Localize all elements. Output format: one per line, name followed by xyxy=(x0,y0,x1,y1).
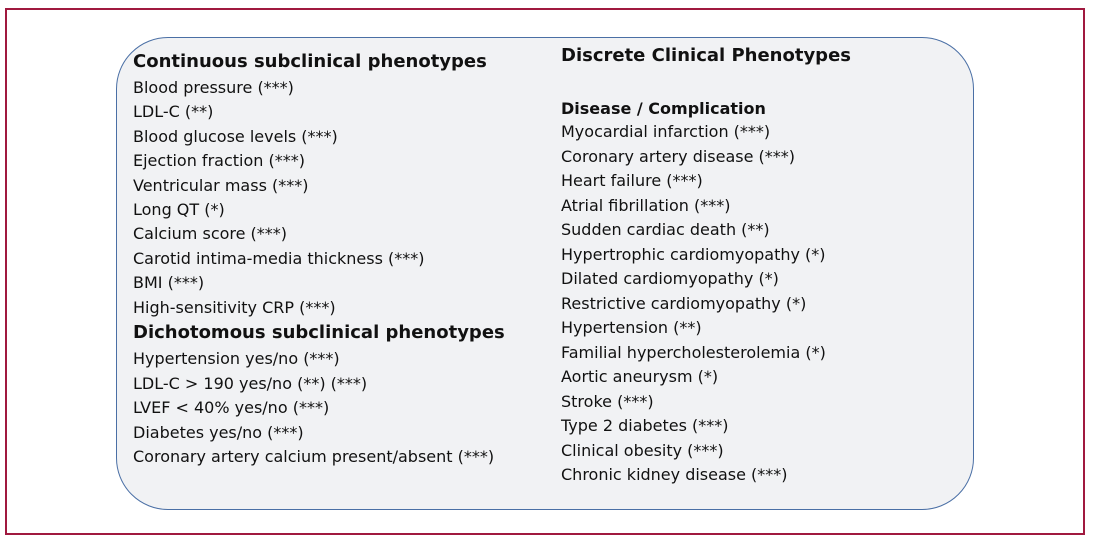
dichotomous-heading: Dichotomous subclinical phenotypes xyxy=(133,322,505,343)
dichotomous-phenotype-item: Hypertension yes/no (***) xyxy=(133,349,340,368)
continuous-heading: Continuous subclinical phenotypes xyxy=(133,51,487,72)
dichotomous-phenotype-item: LDL-C > 190 yes/no (**) (***) xyxy=(133,373,368,393)
continuous-phenotype-item: Long QT (*) xyxy=(133,200,225,219)
clinical-phenotype-item: Dilated cardiomyopathy (*) xyxy=(561,269,779,288)
clinical-phenotype-item: Atrial fibrillation (***) xyxy=(561,195,731,215)
continuous-phenotype-item: LDL-C (**) xyxy=(133,102,214,122)
dichotomous-phenotype-item: Coronary artery calcium present/absent (***) xyxy=(133,447,495,467)
clinical-phenotype-item: Myocardial infarction (***) xyxy=(561,122,771,141)
continuous-phenotype-item: Carotid intima-media thickness (***) xyxy=(133,248,425,268)
continuous-phenotype-item: Ejection fraction (***) xyxy=(133,151,305,171)
continuous-phenotype-item: Calcium score (***) xyxy=(133,224,288,244)
clinical-heading: Discrete Clinical Phenotypes xyxy=(561,45,851,66)
clinical-phenotype-item: Stroke (***) xyxy=(561,391,654,411)
clinical-phenotype-item: Clinical obesity (***) xyxy=(561,440,724,460)
clinical-subheading: Disease / Complication xyxy=(561,99,766,118)
clinical-phenotype-item: Aortic aneurysm (*) xyxy=(561,367,719,386)
clinical-phenotype-item: Heart failure (***) xyxy=(561,171,703,190)
clinical-phenotype-item: Hypertrophic cardiomyopathy (*) xyxy=(561,244,826,264)
clinical-phenotype-item: Chronic kidney disease (***) xyxy=(561,465,788,484)
continuous-phenotype-item: Blood glucose levels (***) xyxy=(133,126,338,146)
continuous-phenotype-item: Blood pressure (***) xyxy=(133,78,294,97)
clinical-phenotype-item: Familial hypercholesterolemia (*) xyxy=(561,342,826,362)
continuous-phenotype-item: Ventricular mass (***) xyxy=(133,175,309,195)
clinical-phenotype-item: Restrictive cardiomyopathy (*) xyxy=(561,293,807,313)
clinical-phenotype-item: Hypertension (**) xyxy=(561,318,702,337)
clinical-phenotype-item: Coronary artery disease (***) xyxy=(561,146,796,166)
continuous-phenotype-item: BMI (***) xyxy=(133,273,205,293)
dichotomous-phenotype-item: LVEF < 40% yes/no (***) xyxy=(133,398,330,418)
dichotomous-phenotype-item: Diabetes yes/no (***) xyxy=(133,422,304,442)
clinical-phenotype-item: Sudden cardiac death (**) xyxy=(561,220,770,239)
continuous-phenotype-item: High-sensitivity CRP (***) xyxy=(133,297,336,317)
clinical-phenotype-item: Type 2 diabetes (***) xyxy=(561,416,729,435)
